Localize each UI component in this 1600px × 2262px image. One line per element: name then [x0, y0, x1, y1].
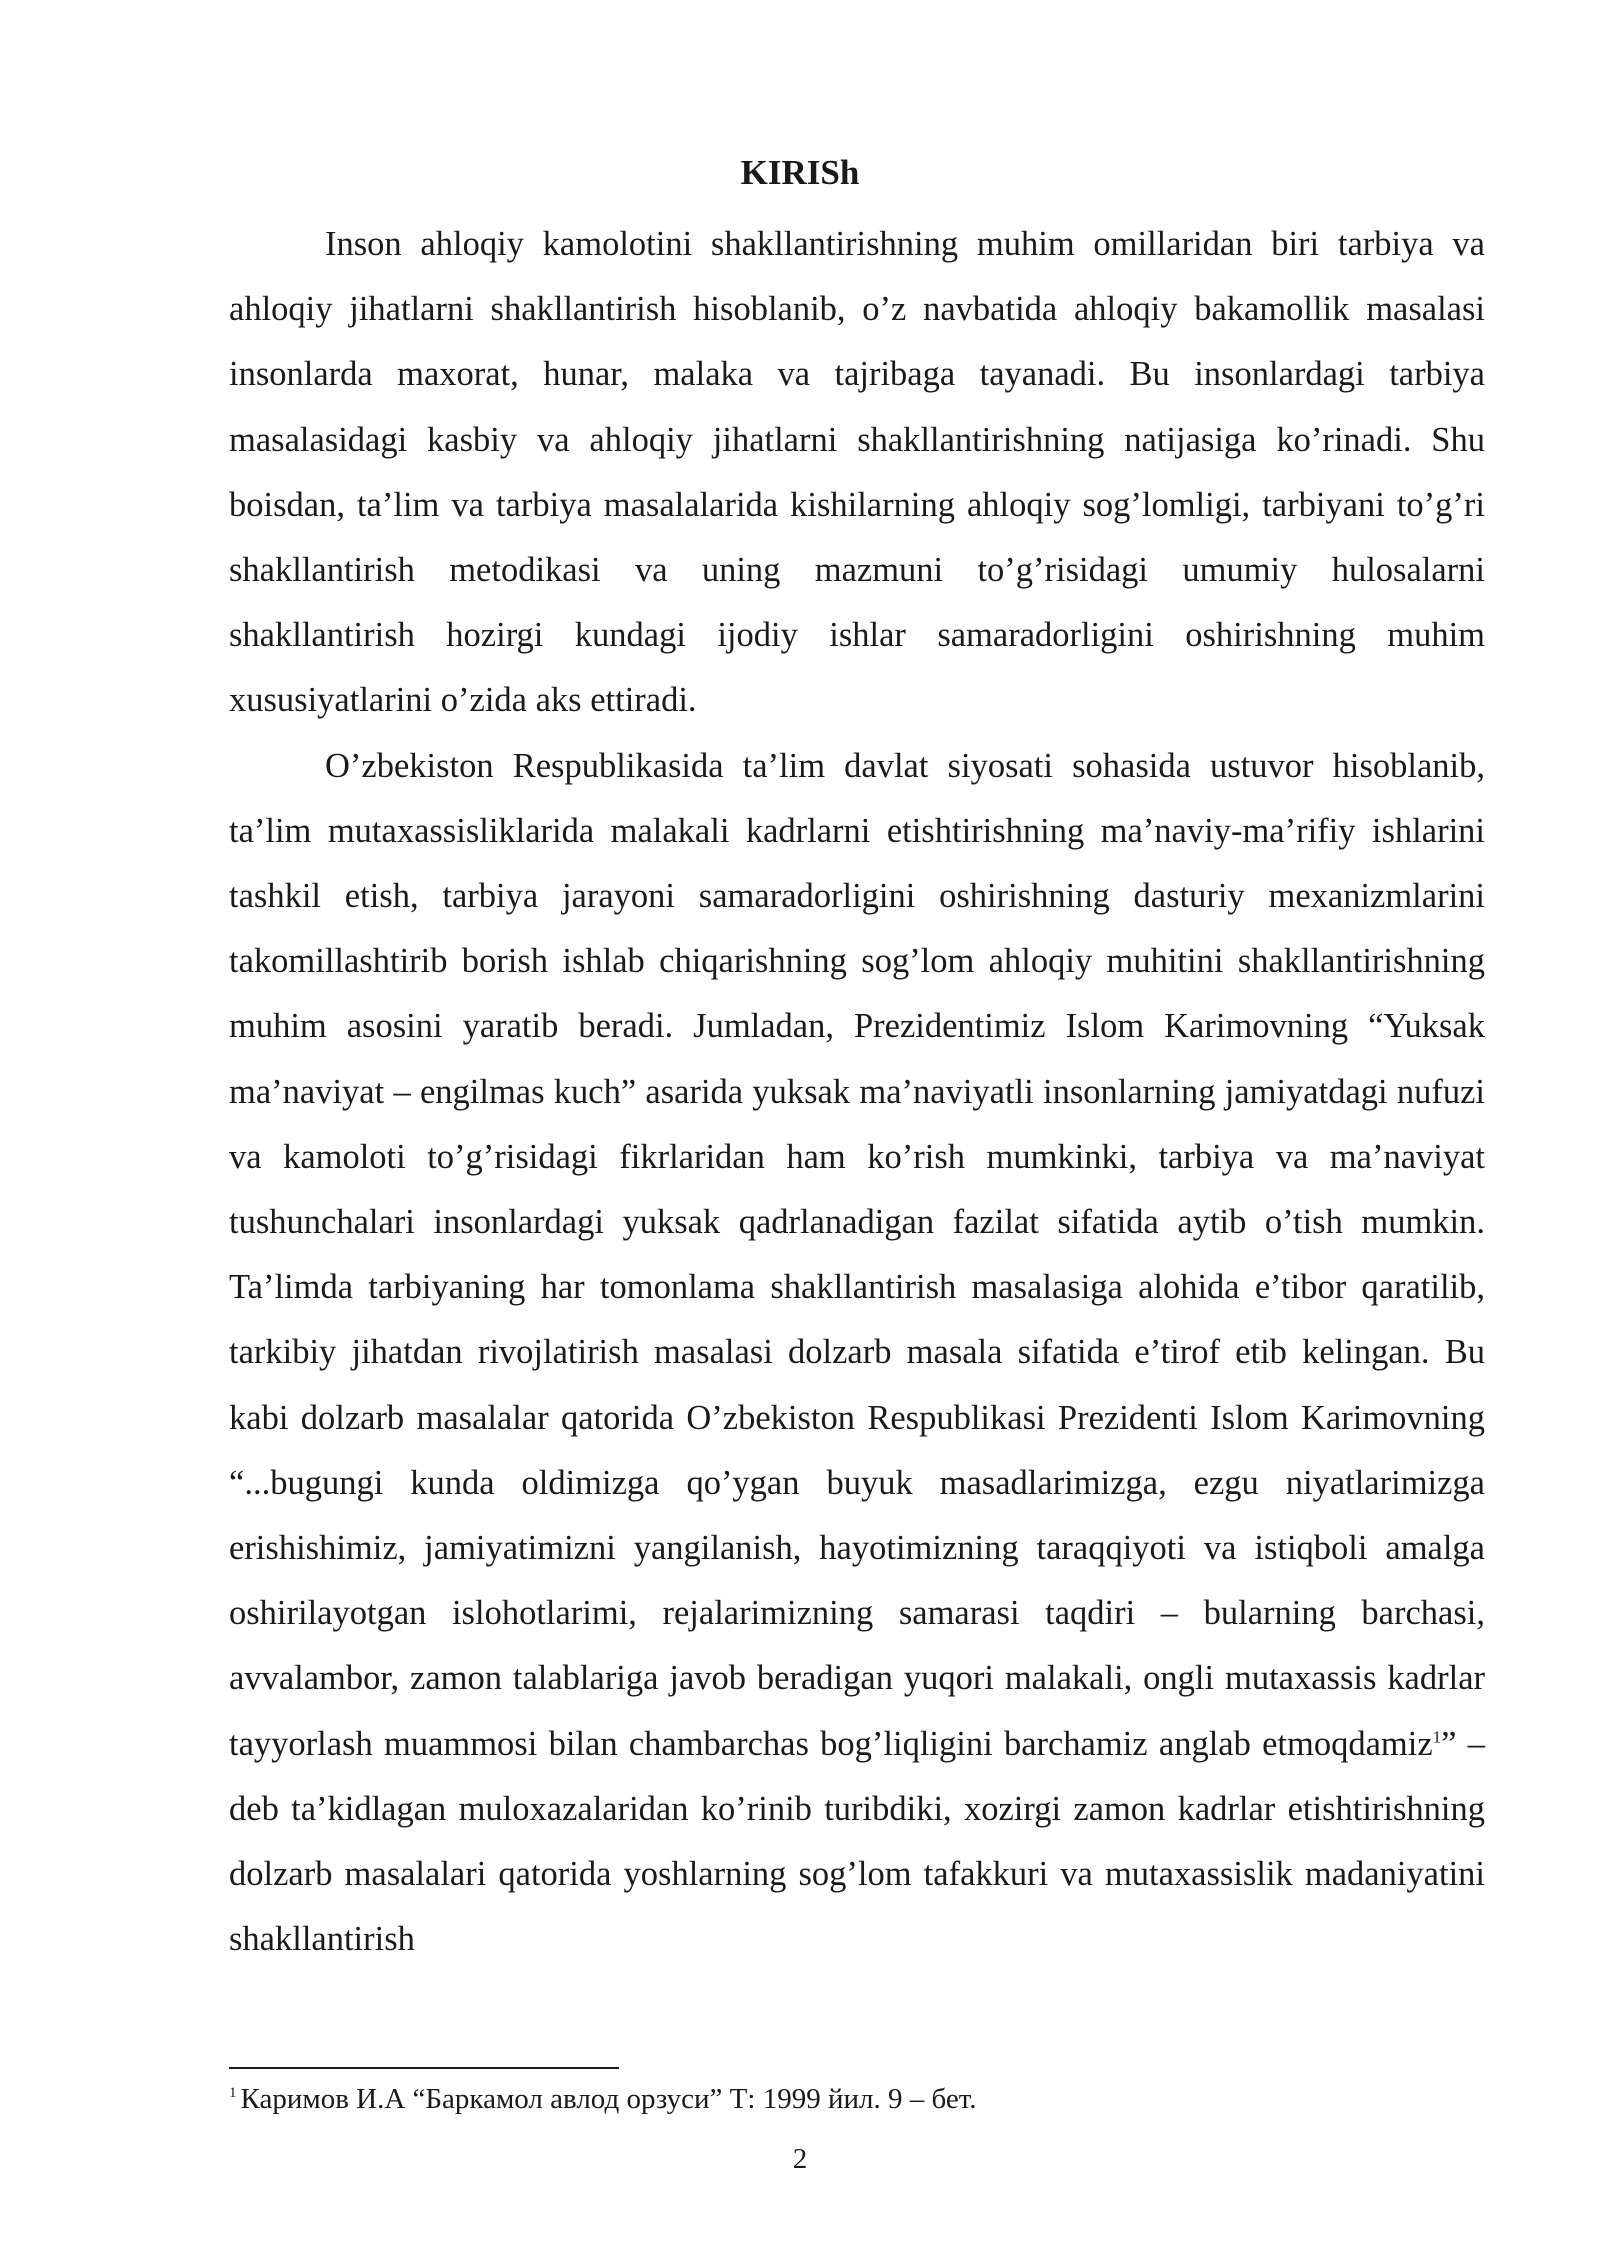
- page-number: 2: [792, 2143, 808, 2175]
- body-text: [229, 212, 1485, 1972]
- paragraph-2-text-after-note: ” – deb ta’kidlagan muloxazalaridan ko’rinib turibdiki, xozirgi zamon kadrlar etishtirishning dolzarb masalalari qatorida yoshlarning sog’lom tafakkuri va mutaxassislik madaniyatini shakllantirish: [229, 1724, 1485, 1959]
- paragraph-2-text-before-note: O’zbekiston Respublikasida ta’lim davlat siyosati sohasida ustuvor hisoblanib, ta’lim mutaxassisliklarida malakali kadrlarni etishtirishning ma’naviy-ma’rifiy ishlarini tashkil etish, tarbiya jarayoni samaradorligini oshirishning dasturiy mexanizmlarini takomillashtirib borish ishlab chiqarishning sog’lom ahloqiy muhitini shakllantirishning muhim asosini yaratib beradi. Jumladan, Prezidentimiz Islom Karimovning “Yuksak ma’naviyat – engilmas kuch” asarida yuksak ma’naviyatli insonlarning jamiyatdagi nufuzi va kamoloti to’g’risidagi fikrlaridan ham ko’rish mumkinki, tarbiya va ma’naviyat tushunchalari insonlardagi yuksak qadrlanadigan fazilat sifatida aytib o’tish mumkin. Ta’limda tarbiyaning har tomonlama shakllantirish masalasiga alohida e’tibor qaratilib, tarkibiy jihatdan rivojlatirish masalasi dolzarb masala sifatida e’tirof etib kelingan. Bu kabi dolzarb masalalar qatorida O’zbekiston Respublikasi Prezidenti Islom Karimovning “...bugungi kunda oldimizga qo’ygan buyuk masadlarimizga, ezgu niyatlarimizga erishishimiz, jamiyatimizni yangilanish, hayotimizning taraqqiyoti va istiqboli amalga oshirilayotgan islohotlarimi, rejalarimizning samarasi taqdiri – bularning barchasi, avvalambor, zamon talablariga javob beradigan yuqori malakali, ongli mutaxassis kadrlar tayyorlash muammosi bilan chambarchas bog’liqligini barchamiz anglab etmoqdamiz: [229, 746, 1485, 1763]
- paragraph-2: [229, 734, 1485, 1973]
- footnote-mark: 1: [229, 2085, 237, 2102]
- footnote: [229, 2081, 1485, 2117]
- page-heading: KIRISh: [740, 153, 860, 192]
- footnote-text: Каримов И.А “Баркамол авлод орзуси” Т: 1999 йил. 9 – бет.: [240, 2083, 977, 2115]
- footnote-separator: [229, 2067, 619, 2069]
- paragraph-1: Inson ahloqiy kamolotini shakllantirishning muhim omillaridan biri tarbiya va ahloqiy jihatlarni shakllantirish hisoblanib, o’z navbatida ahloqiy bakamollik masalasi insonlarda maxorat, hunar, malaka va tajribaga tayanadi. Bu insonlardagi tarbiya masalasidagi kasbiy va ahloqiy jihatlarni shakllantirishning natijasiga ko’rinadi. Shu boisdan, ta’lim va tarbiya masalalarida kishilarning ahloqiy sog’lomligi, tarbiyani to’g’ri shakllantirish metodikasi va uning mazmuni to’g’risidagi umumiy hulosalarni shakllantirish hozirgi kundagi ijodiy ishlar samaradorligini oshirishning muhim xususiyatlarini o’zida aks ettiradi.: [229, 225, 1485, 720]
- footnote-reference-mark: 1: [1432, 1727, 1442, 1747]
